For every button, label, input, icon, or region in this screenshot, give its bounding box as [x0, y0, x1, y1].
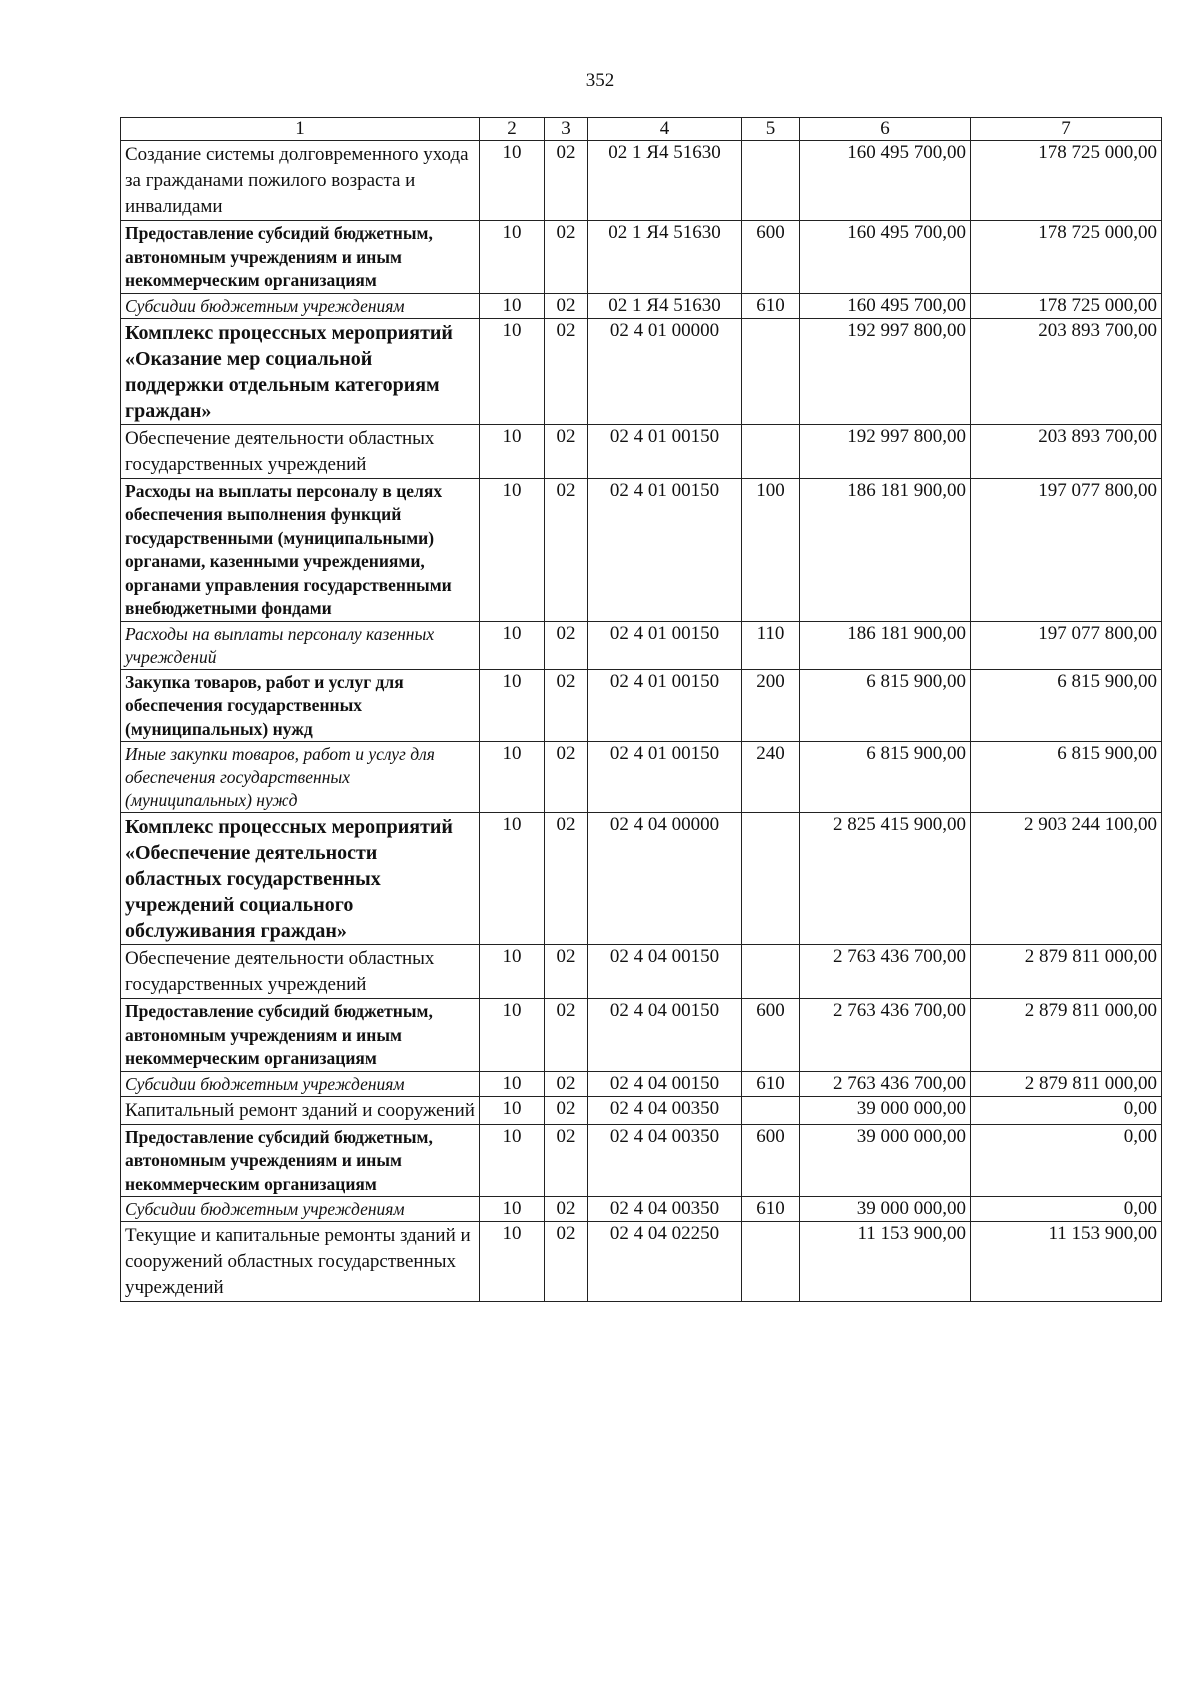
- row-description: Капитальный ремонт зданий и сооружений: [121, 1096, 480, 1124]
- row-amount-year1: 39 000 000,00: [800, 1124, 971, 1197]
- row-description: Текущие и капитальные ремонты зданий и сооружений областных государственных учреждений: [121, 1222, 480, 1302]
- row-expense-type: [742, 813, 800, 945]
- row-section: 10: [480, 141, 545, 221]
- row-target-article: 02 4 04 00150: [588, 945, 742, 999]
- row-subsection: 02: [545, 813, 588, 945]
- row-section: 10: [480, 742, 545, 813]
- row-description: Закупка товаров, работ и услуг для обеспечения государственных (муниципальных) нужд: [121, 669, 480, 742]
- row-section: 10: [480, 813, 545, 945]
- row-expense-type: 100: [742, 478, 800, 621]
- header-cell: 4: [588, 118, 742, 141]
- row-expense-type: [742, 1096, 800, 1124]
- budget-table: [120, 117, 1162, 1302]
- row-target-article: 02 4 01 00150: [588, 424, 742, 478]
- row-target-article: 02 4 04 00000: [588, 813, 742, 945]
- row-expense-type: 610: [742, 293, 800, 318]
- row-amount-year2: 178 725 000,00: [971, 293, 1162, 318]
- row-expense-type: [742, 318, 800, 424]
- row-subsection: 02: [545, 621, 588, 669]
- page-number: 352: [585, 70, 615, 91]
- row-expense-type: 610: [742, 1071, 800, 1096]
- table-row: [121, 621, 1162, 669]
- row-expense-type: 600: [742, 999, 800, 1072]
- row-amount-year1: 39 000 000,00: [800, 1096, 971, 1124]
- row-subsection: 02: [545, 318, 588, 424]
- row-amount-year2: 2 879 811 000,00: [971, 999, 1162, 1072]
- row-section: 10: [480, 221, 545, 294]
- row-description: Субсидии бюджетным учреждениям: [121, 1197, 480, 1222]
- row-description: Комплекс процессных мероприятий «Обеспечение деятельности областных государственных учреждений социального обслуживания граждан»: [121, 813, 480, 945]
- row-subsection: 02: [545, 1071, 588, 1096]
- table-row: [121, 813, 1162, 945]
- row-amount-year1: 6 815 900,00: [800, 742, 971, 813]
- row-description: Предоставление субсидий бюджетным, автономным учреждениям и иным некоммерческим организациям: [121, 1124, 480, 1197]
- row-description: Предоставление субсидий бюджетным, автономным учреждениям и иным некоммерческим организациям: [121, 221, 480, 294]
- row-subsection: 02: [545, 221, 588, 294]
- row-description: Иные закупки товаров, работ и услуг для обеспечения государственных (муниципальных) нужд: [121, 742, 480, 813]
- row-subsection: 02: [545, 1222, 588, 1302]
- row-subsection: 02: [545, 293, 588, 318]
- row-expense-type: 240: [742, 742, 800, 813]
- table-row: [121, 293, 1162, 318]
- row-description: Расходы на выплаты персоналу в целях обеспечения выполнения функций государственными (муниципальными) органами, казенными учреждениями, органами управления государственными внебюджетными фондами: [121, 478, 480, 621]
- row-subsection: 02: [545, 999, 588, 1072]
- table-row: [121, 141, 1162, 221]
- header-cell: 1: [121, 118, 480, 141]
- row-target-article: 02 4 01 00150: [588, 621, 742, 669]
- row-target-article: 02 4 04 00150: [588, 999, 742, 1072]
- table-row: [121, 1197, 1162, 1222]
- row-target-article: 02 1 Я4 51630: [588, 141, 742, 221]
- table-row: [121, 669, 1162, 742]
- row-target-article: 02 4 04 00350: [588, 1197, 742, 1222]
- row-subsection: 02: [545, 424, 588, 478]
- row-amount-year2: 6 815 900,00: [971, 742, 1162, 813]
- row-target-article: 02 4 01 00000: [588, 318, 742, 424]
- row-amount-year2: 0,00: [971, 1124, 1162, 1197]
- row-amount-year2: 0,00: [971, 1096, 1162, 1124]
- row-expense-type: 110: [742, 621, 800, 669]
- row-section: 10: [480, 1197, 545, 1222]
- row-expense-type: [742, 945, 800, 999]
- row-amount-year1: 2 763 436 700,00: [800, 1071, 971, 1096]
- row-amount-year1: 160 495 700,00: [800, 141, 971, 221]
- row-description: Создание системы долговременного ухода за гражданами пожилого возраста и инвалидами: [121, 141, 480, 221]
- row-description: Комплекс процессных мероприятий «Оказание мер социальной поддержки отдельным категориям граждан»: [121, 318, 480, 424]
- row-subsection: 02: [545, 478, 588, 621]
- header-cell: 3: [545, 118, 588, 141]
- row-description: Обеспечение деятельности областных государственных учреждений: [121, 424, 480, 478]
- row-section: 10: [480, 478, 545, 621]
- row-description: Субсидии бюджетным учреждениям: [121, 1071, 480, 1096]
- table-row: [121, 221, 1162, 294]
- row-amount-year2: 203 893 700,00: [971, 318, 1162, 424]
- row-expense-type: 600: [742, 221, 800, 294]
- row-target-article: 02 4 04 00150: [588, 1071, 742, 1096]
- row-description: Обеспечение деятельности областных государственных учреждений: [121, 945, 480, 999]
- row-section: 10: [480, 1222, 545, 1302]
- row-section: 10: [480, 669, 545, 742]
- row-amount-year1: 2 763 436 700,00: [800, 945, 971, 999]
- row-amount-year1: 192 997 800,00: [800, 424, 971, 478]
- row-subsection: 02: [545, 1197, 588, 1222]
- header-cell: 6: [800, 118, 971, 141]
- row-amount-year2: 11 153 900,00: [971, 1222, 1162, 1302]
- table-row: [121, 1071, 1162, 1096]
- row-amount-year1: 186 181 900,00: [800, 478, 971, 621]
- row-amount-year1: 39 000 000,00: [800, 1197, 971, 1222]
- table-row: [121, 1124, 1162, 1197]
- row-expense-type: [742, 424, 800, 478]
- row-subsection: 02: [545, 1124, 588, 1197]
- table-row: [121, 945, 1162, 999]
- row-amount-year1: 6 815 900,00: [800, 669, 971, 742]
- row-expense-type: [742, 1222, 800, 1302]
- row-amount-year1: 186 181 900,00: [800, 621, 971, 669]
- header-row: [121, 118, 1162, 141]
- row-section: 10: [480, 1071, 545, 1096]
- row-description: Субсидии бюджетным учреждениям: [121, 293, 480, 318]
- row-target-article: 02 1 Я4 51630: [588, 293, 742, 318]
- row-amount-year2: 178 725 000,00: [971, 221, 1162, 294]
- table-row: [121, 999, 1162, 1072]
- row-subsection: 02: [545, 141, 588, 221]
- header-cell: 5: [742, 118, 800, 141]
- row-amount-year2: 178 725 000,00: [971, 141, 1162, 221]
- row-target-article: 02 4 04 02250: [588, 1222, 742, 1302]
- row-amount-year1: 2 825 415 900,00: [800, 813, 971, 945]
- row-section: 10: [480, 318, 545, 424]
- table-row: [121, 318, 1162, 424]
- table-row: [121, 424, 1162, 478]
- row-section: 10: [480, 1096, 545, 1124]
- row-target-article: 02 1 Я4 51630: [588, 221, 742, 294]
- row-section: 10: [480, 293, 545, 318]
- table-row: [121, 742, 1162, 813]
- row-section: 10: [480, 621, 545, 669]
- header-cell: 2: [480, 118, 545, 141]
- row-amount-year2: 6 815 900,00: [971, 669, 1162, 742]
- row-section: 10: [480, 424, 545, 478]
- row-subsection: 02: [545, 945, 588, 999]
- row-expense-type: 200: [742, 669, 800, 742]
- row-description: Расходы на выплаты персоналу казенных учреждений: [121, 621, 480, 669]
- row-amount-year2: 2 879 811 000,00: [971, 1071, 1162, 1096]
- row-description: Предоставление субсидий бюджетным, автономным учреждениям и иным некоммерческим организациям: [121, 999, 480, 1072]
- row-subsection: 02: [545, 742, 588, 813]
- row-amount-year2: 2 879 811 000,00: [971, 945, 1162, 999]
- row-target-article: 02 4 01 00150: [588, 669, 742, 742]
- row-amount-year2: 0,00: [971, 1197, 1162, 1222]
- row-target-article: 02 4 01 00150: [588, 478, 742, 621]
- header-cell: 7: [971, 118, 1162, 141]
- row-amount-year2: 203 893 700,00: [971, 424, 1162, 478]
- row-subsection: 02: [545, 669, 588, 742]
- row-section: 10: [480, 945, 545, 999]
- row-amount-year2: 197 077 800,00: [971, 478, 1162, 621]
- row-amount-year1: 160 495 700,00: [800, 221, 971, 294]
- table-row: [121, 1096, 1162, 1124]
- table-row: [121, 478, 1162, 621]
- row-target-article: 02 4 04 00350: [588, 1096, 742, 1124]
- row-amount-year1: 160 495 700,00: [800, 293, 971, 318]
- row-target-article: 02 4 04 00350: [588, 1124, 742, 1197]
- row-expense-type: 600: [742, 1124, 800, 1197]
- row-amount-year1: 11 153 900,00: [800, 1222, 971, 1302]
- row-section: 10: [480, 999, 545, 1072]
- row-amount-year1: 2 763 436 700,00: [800, 999, 971, 1072]
- row-section: 10: [480, 1124, 545, 1197]
- row-target-article: 02 4 01 00150: [588, 742, 742, 813]
- row-amount-year2: 2 903 244 100,00: [971, 813, 1162, 945]
- row-amount-year2: 197 077 800,00: [971, 621, 1162, 669]
- table-row: [121, 1222, 1162, 1302]
- row-expense-type: [742, 141, 800, 221]
- row-amount-year1: 192 997 800,00: [800, 318, 971, 424]
- row-subsection: 02: [545, 1096, 588, 1124]
- row-expense-type: 610: [742, 1197, 800, 1222]
